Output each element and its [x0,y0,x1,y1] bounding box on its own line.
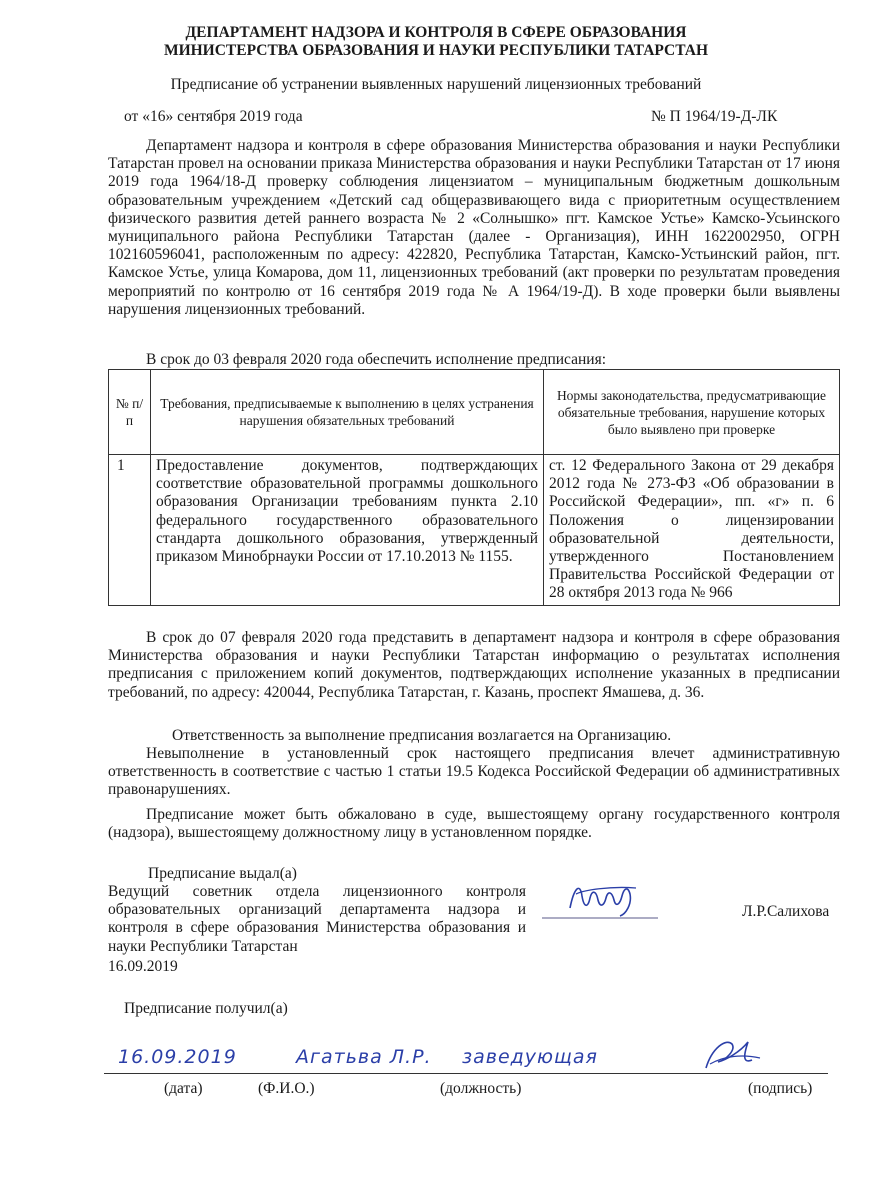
caption-position: (должность) [440,1080,522,1097]
header-num: № п/п [109,370,151,455]
deadline-line: В срок до 03 февраля 2020 года обеспечить исполнение предписания: [146,351,607,368]
liability-paragraph: Невыполнение в установленный срок настоящего предписания влечет административную ответственность в соответствие с частью 1 статьи 19.5 Кодекса Российской Федерации об административных правонарушениях. [108,745,840,799]
table-header-row [109,370,840,455]
handwritten-date: 16.09.2019 [118,1046,237,1068]
org-title-line2: МИНИСТЕРСТВА ОБРАЗОВАНИЯ И НАУКИ РЕСПУБЛИКИ ТАТАРСТАН [163,42,709,59]
report-paragraph: В срок до 07 февраля 2020 года представить в департамент надзора и контроля в сфере образования Министерства образования и науки Республики Татарстан информацию о результатах исполнения предписания с приложением копий документов, подтверждающих исполнение указанных в предписании требований, по адресу: 420044, Республика Татарстан, г. Казань, проспект Ямашева, д. 36. [108,629,840,701]
header-requirement: Требования, предписываемые к выполнению в целях устранения нарушения обязательных требований [151,370,544,455]
table-row [109,455,840,606]
row-num: 1 [109,455,151,606]
header-norms: Нормы законодательства, предусматривающие обязательные требования, нарушение которых было выявлено при проверке [544,370,840,455]
caption-fio: (Ф.И.О.) [258,1080,315,1097]
issuer-position: Ведущий советник отдела лицензионного контроля образовательных организаций департамента надзора и контроля в сфере образования Министерства образования и науки Республики Татарстан [108,883,526,955]
document-date: от «16» сентября 2019 года [124,108,303,125]
responsibility-paragraph: Ответственность за выполнение предписания возлагается на Организацию. [172,727,672,744]
received-label: Предписание получил(а) [124,1000,288,1017]
recipient-signature [696,1034,768,1078]
issued-date: 16.09.2019 [108,958,178,975]
handwritten-position: заведующая [462,1046,598,1068]
handwritten-name: Агатьва Л.Р. [296,1046,432,1068]
issued-label: Предписание выдал(а) [148,865,297,882]
org-title-line1: ДЕПАРТАМЕНТ НАДЗОРА И КОНТРОЛЯ В СФЕРЕ ОБРАЗОВАНИЯ [185,24,687,41]
document-number: № П 1964/19-Д-ЛК [651,108,778,125]
intro-paragraph: Департамент надзора и контроля в сфере образования Министерства образования и науки Республики Татарстан провел на основании приказа Министерства образования и науки Республики Татарстан от 17 июня 2019 года 1964/18-Д проверку соблюдения лицензиатом – муниципальным бюджетным дошкольным образовательным учреждением «Детский сад общеразвивающего вида с приоритетным осуществлением физического развития детей раннего возраста № 2 «Солнышко» пгт. Камское Устье» Камско-Усьинского муниципального района Республики Татарстан (далее - Организация), ИНН 1622002950, ОГРН 102160596041, расположенным по адресу: 422820, Республика Татарстан, Камско-Устьинский район, пгт. Камское Устье, улица Комарова, дом 11, лицензионных требований (акт проверки по результатам проведения мероприятий по контролю от 16 сентября 2019 года № А 1964/19-Д). В ходе проверки были выявлены нарушения лицензионных требований. [108,137,840,318]
requirements-table [108,369,840,606]
row-norms: ст. 12 Федерального Закона от 29 декабря 2012 года № 273-ФЗ «Об образовании в Российской Федерации», пп. «г» п. 6 Положения о лицензировании образовательной деятельности, утвержденного Постановлением Правительства Российской Федерации от 28 октября 2013 года № 966 [544,455,840,606]
caption-signature: (подпись) [748,1080,813,1097]
signature-line [104,1073,828,1074]
issuer-signature [540,878,660,926]
caption-date: (дата) [164,1080,203,1097]
appeal-paragraph: Предписание может быть обжаловано в суде, вышестоящему органу государственного контроля (надзора), вышестоящему должностному лицу в установленном порядке. [108,806,840,842]
issuer-name: Л.Р.Салихова [742,903,830,920]
row-requirement: Предоставление документов, подтверждающих соответствие образовательной программы дошкольного образования Организации требованиям пункта 2.10 федерального государственного образовательного стандарта дошкольного образования, утвержденный приказом Минобрнауки России от 17.10.2013 № 1155. [151,455,544,606]
document-subtitle: Предписание об устранении выявленных нарушений лицензионных требований [170,76,702,93]
